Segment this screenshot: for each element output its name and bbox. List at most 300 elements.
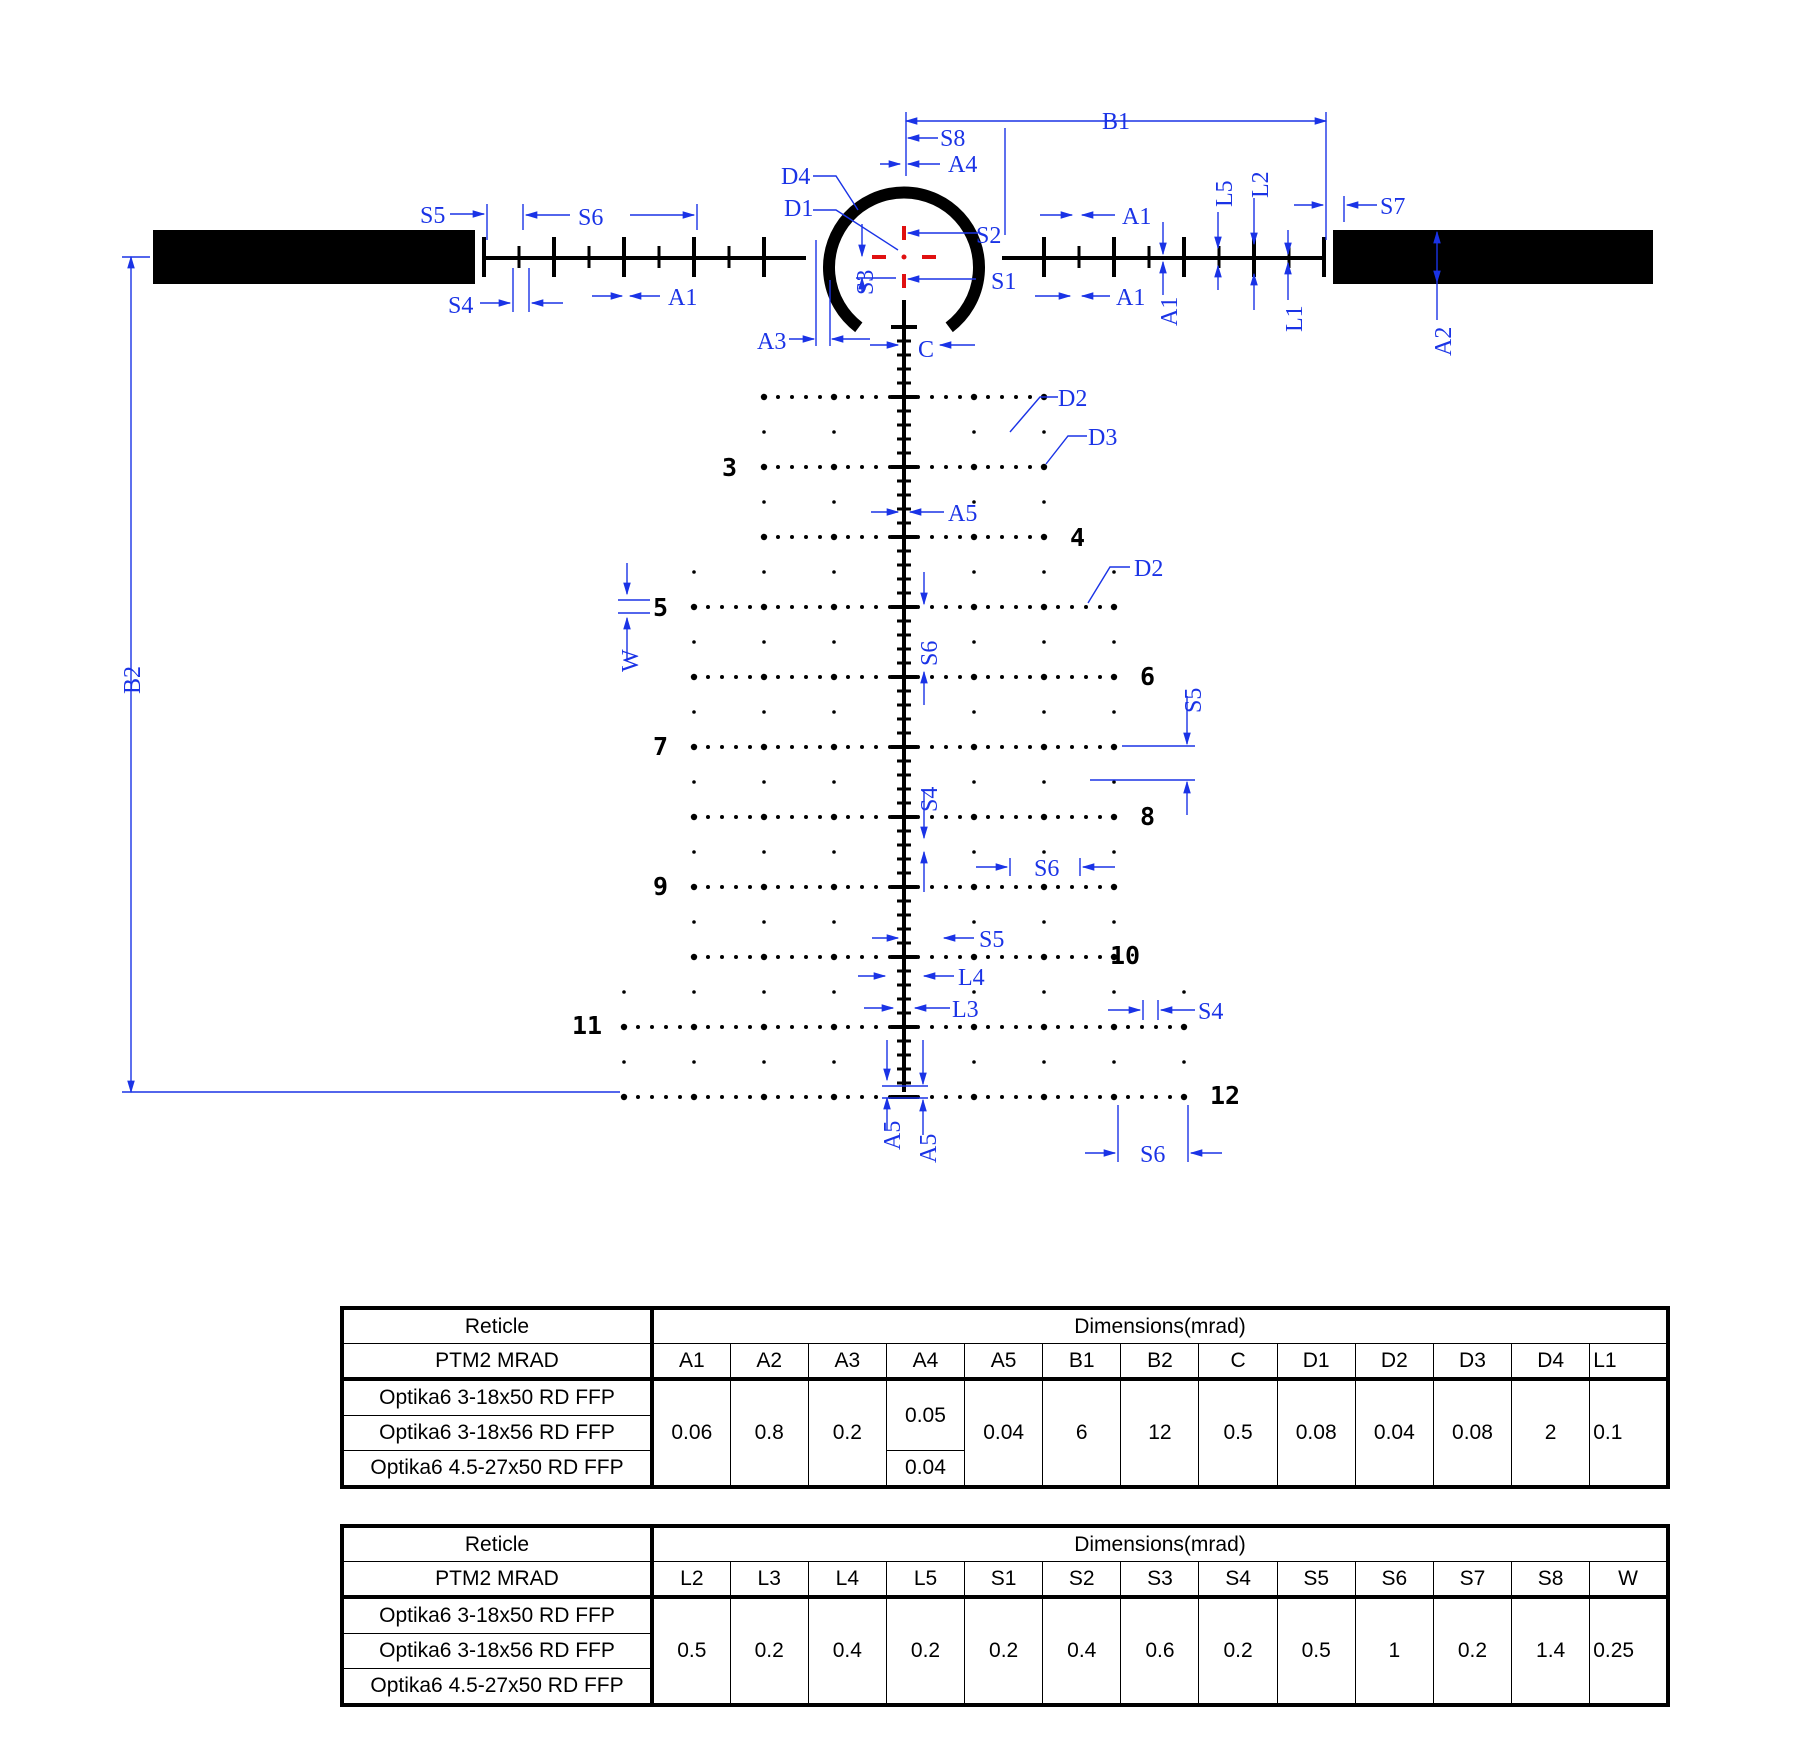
holdover-dot	[761, 884, 767, 890]
holdover-dot	[916, 395, 920, 399]
model-name: Optika6 3-18x56 RD FFP	[342, 1416, 652, 1451]
label-a1-left: A1	[668, 285, 698, 311]
holdover-dot	[930, 465, 934, 469]
holdover-dot	[1028, 395, 1032, 399]
column-header: L1	[1590, 1344, 1668, 1380]
holdover-dot	[958, 815, 962, 819]
label-a5-bottom-right: A5	[916, 1133, 942, 1163]
label-l1: L1	[1282, 305, 1308, 332]
half-mrad-dot	[972, 640, 976, 644]
holdover-dot	[958, 395, 962, 399]
holdover-dot	[818, 605, 822, 609]
half-mrad-dot	[832, 990, 836, 994]
holdover-dot	[1028, 1025, 1032, 1029]
holdover-dot	[1111, 1094, 1117, 1100]
holdover-dot	[818, 465, 822, 469]
half-mrad-dot	[1112, 570, 1116, 574]
holdover-dot	[1028, 745, 1032, 749]
holdover-dot	[860, 1025, 864, 1029]
holdover-dot	[790, 745, 794, 749]
holdover-dot	[986, 815, 990, 819]
holdover-dot	[664, 1095, 668, 1099]
holdover-dot	[846, 535, 850, 539]
holdover-dot	[804, 955, 808, 959]
holdover-dot	[846, 675, 850, 679]
label-d3: D3	[1088, 425, 1118, 451]
holdover-dot	[691, 814, 697, 820]
holdover-dot	[761, 534, 767, 540]
holdover-dot	[846, 395, 850, 399]
holdover-dot	[1000, 745, 1004, 749]
holdover-dot	[1098, 675, 1102, 679]
half-mrad-dot	[1042, 850, 1046, 854]
holdover-dot	[1154, 1025, 1158, 1029]
holdover-dot	[790, 465, 794, 469]
holdover-dot	[1084, 675, 1088, 679]
holdover-dot	[916, 885, 920, 889]
holdover-dot	[860, 955, 864, 959]
column-header: A5	[965, 1344, 1043, 1380]
stadia-number-6: 6	[1140, 662, 1156, 691]
holdover-dot	[916, 955, 920, 959]
holdover-dot	[1041, 1024, 1047, 1030]
label-a1-right-top: A1	[1122, 204, 1152, 230]
half-mrad-dot	[972, 920, 976, 924]
holdover-dot	[1041, 814, 1047, 820]
holdover-dot	[944, 815, 948, 819]
holdover-dot	[874, 955, 878, 959]
reticle-name: PTM2 MRAD	[342, 1344, 652, 1380]
holdover-dot	[846, 745, 850, 749]
label-s6-bottom: S6	[1140, 1142, 1166, 1168]
stadia-number-4: 4	[1070, 523, 1086, 552]
half-mrad-dot	[762, 710, 766, 714]
holdover-dot	[930, 815, 934, 819]
holdover-dot	[1084, 815, 1088, 819]
half-mrad-dot	[1042, 920, 1046, 924]
reticle-header: Reticle	[342, 1308, 652, 1344]
stadia-number-3: 3	[722, 453, 738, 482]
holdover-dot	[804, 465, 808, 469]
label-a4: A4	[948, 152, 978, 178]
table-cell: 0.8	[730, 1379, 808, 1487]
half-mrad-dot	[832, 920, 836, 924]
holdover-dot	[650, 1095, 654, 1099]
label-a3: A3	[757, 329, 787, 355]
half-mrad-dot	[1112, 780, 1116, 784]
holdover-dot	[930, 535, 934, 539]
half-mrad-dot	[622, 1060, 626, 1064]
half-mrad-dot	[692, 850, 696, 854]
holdover-dot	[944, 1025, 948, 1029]
holdover-dot	[1028, 815, 1032, 819]
holdover-dot	[621, 1024, 627, 1030]
holdover-dot	[691, 954, 697, 960]
holdover-dot	[944, 605, 948, 609]
holdover-dot	[888, 815, 892, 819]
holdover-dot	[691, 674, 697, 680]
holdover-dot	[1084, 955, 1088, 959]
holdover-dot	[1168, 1025, 1172, 1029]
label-l3: L3	[952, 997, 979, 1023]
column-header: D2	[1355, 1344, 1433, 1380]
half-mrad-dot	[832, 500, 836, 504]
holdover-dot	[720, 1025, 724, 1029]
holdover-dot	[874, 815, 878, 819]
half-mrad-dot	[832, 850, 836, 854]
table-cell: 0.5	[652, 1597, 730, 1705]
holdover-dot	[748, 745, 752, 749]
holdover-dot	[1056, 955, 1060, 959]
holdover-dot	[930, 1025, 934, 1029]
holdover-dot	[888, 675, 892, 679]
holdover-dot	[1111, 744, 1117, 750]
holdover-dot	[971, 674, 977, 680]
holdover-dot	[860, 885, 864, 889]
holdover-dot	[706, 605, 710, 609]
holdover-dot	[1070, 605, 1074, 609]
label-s5-lower: S5	[979, 927, 1005, 953]
half-mrad-dot	[762, 500, 766, 504]
holdover-dot	[1140, 1025, 1144, 1029]
holdover-dot	[818, 885, 822, 889]
holdover-dot	[748, 1095, 752, 1099]
reticle-name: PTM2 MRAD	[342, 1562, 652, 1598]
holdover-dot	[1181, 1024, 1187, 1030]
holdover-dot	[944, 675, 948, 679]
holdover-dot	[748, 605, 752, 609]
holdover-dot	[1000, 1095, 1004, 1099]
holdover-dot	[874, 885, 878, 889]
left-post	[153, 230, 475, 284]
table-cell: 1	[1355, 1597, 1433, 1705]
holdover-dot	[790, 535, 794, 539]
holdover-dot	[1098, 885, 1102, 889]
half-mrad-dot	[972, 1060, 976, 1064]
holdover-dot	[888, 1025, 892, 1029]
label-d4: D4	[781, 164, 811, 190]
holdover-dot	[1041, 534, 1047, 540]
holdover-dot	[1070, 1095, 1074, 1099]
table-cell: 0.04	[965, 1379, 1043, 1487]
holdover-dot	[1000, 395, 1004, 399]
holdover-dot	[818, 675, 822, 679]
holdover-dot	[720, 675, 724, 679]
model-name: Optika6 3-18x50 RD FFP	[342, 1597, 652, 1634]
holdover-dot	[1126, 1095, 1130, 1099]
holdover-dot	[720, 1095, 724, 1099]
holdover-dot	[1041, 744, 1047, 750]
holdover-dot	[761, 814, 767, 820]
holdover-dot	[720, 885, 724, 889]
stadia-number-7: 7	[653, 732, 669, 761]
half-mrad-dot	[1042, 990, 1046, 994]
holdover-dot	[790, 395, 794, 399]
holdover-dot	[1014, 465, 1018, 469]
holdover-dot	[734, 1095, 738, 1099]
label-d1: D1	[784, 196, 814, 222]
table-cell: 0.2	[808, 1379, 886, 1487]
holdover-dot	[776, 1025, 780, 1029]
holdover-dot	[1041, 464, 1047, 470]
holdover-dot	[804, 1095, 808, 1099]
dimensions-header: Dimensions(mrad)	[652, 1526, 1668, 1562]
holdover-dot	[986, 1095, 990, 1099]
holdover-dot	[1000, 605, 1004, 609]
holdover-dot	[1014, 1095, 1018, 1099]
holdover-dot	[1000, 815, 1004, 819]
half-mrad-dot	[1042, 640, 1046, 644]
table-cell: 0.1	[1590, 1379, 1668, 1487]
holdover-dot	[761, 674, 767, 680]
holdover-dot	[874, 605, 878, 609]
label-d2-lower: D2	[1134, 556, 1164, 582]
holdover-dot	[916, 465, 920, 469]
column-header: S3	[1121, 1562, 1199, 1598]
table-cell: 6	[1043, 1379, 1121, 1487]
holdover-dot	[1056, 675, 1060, 679]
holdover-dot	[1084, 885, 1088, 889]
holdover-dot	[971, 604, 977, 610]
holdover-dot	[930, 1095, 934, 1099]
holdover-dot	[986, 955, 990, 959]
column-header: W	[1590, 1562, 1668, 1598]
holdover-dot	[874, 535, 878, 539]
table-cell: 0.6	[1121, 1597, 1199, 1705]
holdover-dot	[1070, 955, 1074, 959]
table-cell: 0.04	[1355, 1379, 1433, 1487]
holdover-dot	[1041, 954, 1047, 960]
holdover-dot	[1070, 1025, 1074, 1029]
holdover-dot	[818, 1025, 822, 1029]
half-mrad-dot	[1182, 990, 1186, 994]
holdover-dot	[790, 885, 794, 889]
holdover-dot	[831, 744, 837, 750]
holdover-dot	[1014, 815, 1018, 819]
holdover-dot	[804, 395, 808, 399]
column-header: S6	[1355, 1562, 1433, 1598]
holdover-dot	[831, 464, 837, 470]
holdover-dot	[1111, 884, 1117, 890]
holdover-dot	[930, 955, 934, 959]
holdover-dot	[804, 885, 808, 889]
holdover-dot	[971, 884, 977, 890]
stadia-number-12: 12	[1210, 1081, 1241, 1110]
model-name: Optika6 3-18x56 RD FFP	[342, 1634, 652, 1669]
label-s6-middle: S6	[1034, 856, 1060, 882]
holdover-dot	[944, 395, 948, 399]
half-mrad-dot	[762, 920, 766, 924]
label-s1: S1	[991, 269, 1017, 295]
half-mrad-dot	[832, 710, 836, 714]
holdover-dot	[1000, 535, 1004, 539]
holdover-dot	[790, 605, 794, 609]
column-header: D4	[1512, 1344, 1590, 1380]
label-s3: S3	[853, 269, 879, 295]
holdover-dot	[846, 885, 850, 889]
half-mrad-dot	[972, 850, 976, 854]
holdover-dot	[1028, 885, 1032, 889]
column-header: S5	[1277, 1562, 1355, 1598]
holdover-dot	[636, 1025, 640, 1029]
holdover-dot	[1181, 1094, 1187, 1100]
model-name: Optika6 4.5-27x50 RD FFP	[342, 1669, 652, 1706]
half-mrad-dot	[692, 920, 696, 924]
half-mrad-dot	[832, 430, 836, 434]
holdover-dot	[1028, 1095, 1032, 1099]
holdover-dot	[776, 395, 780, 399]
holdover-dot	[1098, 955, 1102, 959]
holdover-dot	[1014, 605, 1018, 609]
label-s2: S2	[976, 223, 1002, 249]
holdover-dot	[971, 1094, 977, 1100]
holdover-dot	[1140, 1095, 1144, 1099]
holdover-dot	[874, 745, 878, 749]
holdover-dot	[958, 955, 962, 959]
holdover-dot	[831, 814, 837, 820]
half-mrad-dot	[1042, 500, 1046, 504]
holdover-dot	[1028, 675, 1032, 679]
half-mrad-dot	[762, 640, 766, 644]
holdover-dot	[958, 605, 962, 609]
column-header: L5	[886, 1562, 964, 1598]
holdover-dot	[761, 394, 767, 400]
holdover-dot	[944, 1095, 948, 1099]
half-mrad-dot	[762, 570, 766, 574]
holdover-dot	[986, 605, 990, 609]
holdover-dot	[804, 1025, 808, 1029]
table-cell: 0.2	[886, 1597, 964, 1705]
holdover-dot	[1028, 535, 1032, 539]
holdover-dot	[930, 745, 934, 749]
holdover-dot	[888, 465, 892, 469]
holdover-dot	[761, 1024, 767, 1030]
holdover-dot	[1084, 1095, 1088, 1099]
table-cell-a4-alt: 0.04	[886, 1451, 964, 1488]
holdover-dot	[971, 394, 977, 400]
holdover-dot	[916, 745, 920, 749]
table-cell: 0.5	[1277, 1597, 1355, 1705]
label-s5-left: S5	[420, 203, 446, 229]
table-cell: 0.2	[965, 1597, 1043, 1705]
holdover-dot	[706, 1025, 710, 1029]
holdover-dot	[930, 675, 934, 679]
half-mrad-dot	[1112, 920, 1116, 924]
model-name: Optika6 3-18x50 RD FFP	[342, 1379, 652, 1416]
holdover-dot	[831, 534, 837, 540]
half-mrad-dot	[762, 430, 766, 434]
table-cell: 0.2	[1433, 1597, 1511, 1705]
holdover-dot	[790, 1025, 794, 1029]
holdover-dot	[831, 674, 837, 680]
holdover-dot	[846, 1025, 850, 1029]
holdover-dot	[650, 1025, 654, 1029]
holdover-dot	[1056, 885, 1060, 889]
holdover-dot	[706, 745, 710, 749]
holdover-dot	[1014, 955, 1018, 959]
holdover-dot	[1126, 1025, 1130, 1029]
holdover-dot	[720, 815, 724, 819]
half-mrad-dot	[1042, 710, 1046, 714]
holdover-dot	[958, 1095, 962, 1099]
holdover-dot	[1000, 885, 1004, 889]
holdover-dot	[860, 465, 864, 469]
label-s6-left: S6	[578, 205, 604, 231]
center-dot	[902, 255, 907, 260]
holdover-dot	[790, 955, 794, 959]
holdover-dot	[860, 535, 864, 539]
holdover-dot	[958, 1025, 962, 1029]
label-s8: S8	[940, 126, 966, 152]
table-cell: 0.08	[1433, 1379, 1511, 1487]
table-cell: 0.2	[730, 1597, 808, 1705]
holdover-dot	[1000, 675, 1004, 679]
holdover-dot	[1154, 1095, 1158, 1099]
holdover-dot	[986, 1025, 990, 1029]
holdover-dot	[1084, 1025, 1088, 1029]
holdover-dot	[846, 605, 850, 609]
table-cell: 0.05	[886, 1379, 964, 1451]
table-cell: 0.4	[1043, 1597, 1121, 1705]
column-header: A2	[730, 1344, 808, 1380]
holdover-dot	[691, 744, 697, 750]
holdover-dot	[874, 395, 878, 399]
holdover-dot	[720, 955, 724, 959]
half-mrad-dot	[972, 710, 976, 714]
holdover-dot	[930, 605, 934, 609]
holdover-dot	[720, 605, 724, 609]
holdover-dot	[1111, 1024, 1117, 1030]
holdover-dot	[888, 395, 892, 399]
holdover-dot	[804, 605, 808, 609]
holdover-dot	[734, 745, 738, 749]
holdover-dot	[1041, 1094, 1047, 1100]
model-name: Optika6 4.5-27x50 RD FFP	[342, 1451, 652, 1488]
holdover-dot	[1028, 605, 1032, 609]
holdover-dot	[734, 955, 738, 959]
label-a5-upper: A5	[948, 501, 978, 527]
right-post	[1333, 230, 1653, 284]
half-mrad-dot	[1182, 1060, 1186, 1064]
holdover-dot	[776, 955, 780, 959]
holdover-dot	[1168, 1095, 1172, 1099]
reticle-header: Reticle	[342, 1526, 652, 1562]
label-l4: L4	[958, 965, 985, 991]
holdover-dot	[986, 675, 990, 679]
holdover-dot	[1070, 885, 1074, 889]
holdover-dot	[860, 675, 864, 679]
half-mrad-dot	[692, 710, 696, 714]
holdover-dot	[790, 1095, 794, 1099]
holdover-dot	[874, 1025, 878, 1029]
column-header: C	[1199, 1344, 1277, 1380]
holdover-dot	[846, 955, 850, 959]
holdover-dot	[734, 605, 738, 609]
holdover-dot	[776, 745, 780, 749]
holdover-dot	[944, 745, 948, 749]
dimensions-header: Dimensions(mrad)	[652, 1308, 1668, 1344]
holdover-dot	[818, 955, 822, 959]
holdover-dot	[860, 1095, 864, 1099]
column-header: A3	[808, 1344, 886, 1380]
holdover-dot	[804, 745, 808, 749]
holdover-dot	[944, 465, 948, 469]
holdover-dot	[874, 1095, 878, 1099]
holdover-dot	[1014, 1025, 1018, 1029]
holdover-dot	[971, 744, 977, 750]
holdover-dot	[734, 885, 738, 889]
half-mrad-dot	[972, 430, 976, 434]
